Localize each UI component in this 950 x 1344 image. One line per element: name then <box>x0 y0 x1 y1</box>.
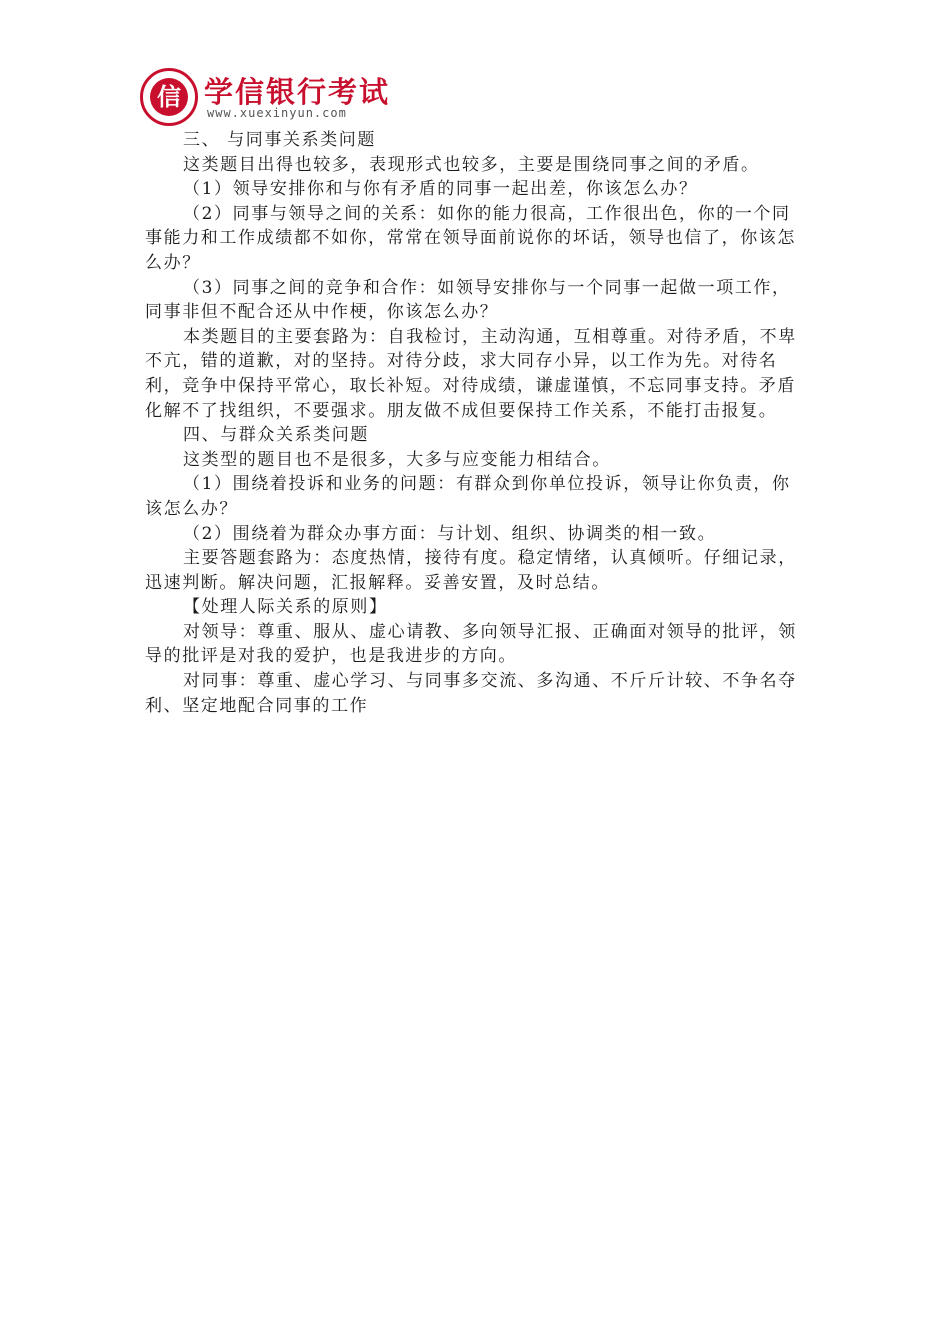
paragraph: 这类题目出得也较多，表现形式也较多，主要是围绕同事之间的矛盾。 <box>183 154 760 175</box>
paragraph: （2）围绕着为群众办事方面：与计划、组织、协调类的相一致。 <box>183 523 717 544</box>
paragraph: 对同事：尊重、虚心学习、与同事多交流、多沟通、不斤斤计较、不争名夺利、坚定地配合同事的工作 <box>145 671 797 716</box>
logo-inner <box>150 78 188 116</box>
paragraph: （1）领导安排你和与你有矛盾的同事一起出差，你该怎么办？ <box>183 179 698 200</box>
brand-url: www.xuexinyun.com <box>207 106 347 120</box>
site-header <box>140 68 460 130</box>
paragraph: （1）围绕着投诉和业务的问题：有群众到你单位投诉，领导让你负责，你该怎么办？ <box>145 474 791 519</box>
document-body <box>145 128 807 718</box>
paragraph: 对领导：尊重、服从、虚心请教、多向领导汇报、正确面对领导的批评，领导的批评是对我的爱护，也是我进步的方向。 <box>145 621 797 667</box>
section-heading-public: 四、与群众关系类问题 <box>183 425 369 446</box>
paragraph: 主要答题套路为：态度热情，接待有度。稳定情绪，认真倾听。仔细记录，迅速判断。解决问题，汇报解释。妥善安置，及时总结。 <box>145 548 797 593</box>
logo-glyph: 信 <box>157 83 181 111</box>
paragraph: 本类题目的主要套路为：自我检讨，主动沟通，互相尊重。对待矛盾，不卑不亢，错的道歉，对的坚持。对待分歧，求大同存小异，以工作为先。对待名利，竞争中保持平常心，取长补短。对待成绩，谦虚谨慎，不忘同事支持。矛盾化解不了找组织，不要强求。朋友做不成但要保持工作关系，不能打击报复。 <box>145 326 797 421</box>
brand-name: 学信银行考试 <box>204 75 391 109</box>
section-heading-colleague: 三、 与同事关系类问题 <box>183 130 377 150</box>
section-heading-principles: 【处理人际关系的原则】 <box>183 597 388 618</box>
paragraph: 这类型的题目也不是很多，大多与应变能力相结合。 <box>183 449 611 470</box>
paragraph: （2）同事与领导之间的关系：如你的能力很高，工作很出色，你的一个同事能力和工作成绩都不如你，常常在领导面前说你的坏话，领导也信了，你该怎么办？ <box>145 203 796 273</box>
paragraph: （3）同事之间的竞争和合作：如领导安排你与一个同事一起做一项工作，同事非但不配合还从中作梗，你该怎么办？ <box>145 277 791 323</box>
logo <box>140 68 198 126</box>
